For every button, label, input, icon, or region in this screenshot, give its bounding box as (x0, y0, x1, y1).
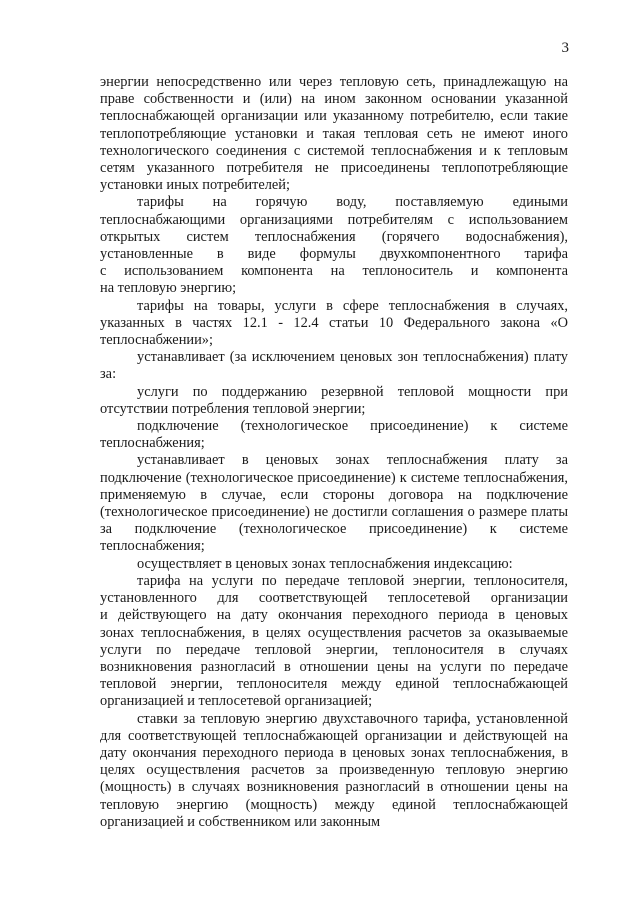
paragraph-continuation: энергии непосредственно или через тепловую сеть, принадлежащую на праве собственности и (или) на ином законном основании указанной теплоснабжающей организации или указанному потребителю, если такие теплопотребляющие установки и такая тепловая сеть не имеют иного технологического соединения с системой теплоснабжения и к тепловым сетям указанного потребителя не присоединены теплопотребляющие установки иных потребителей; (100, 74, 568, 194)
text-line: теплоснабжающими организациями потребителям с использованием (100, 211, 568, 228)
paragraph-sets-fee: устанавливает (за исключением ценовых зон теплоснабжения) плату за: (100, 349, 568, 383)
text-line: с использованием компонента на теплоноситель и компонента (100, 263, 568, 280)
paragraph-connection (100, 418, 568, 452)
paragraph-hot-water-tariffs (100, 194, 568, 297)
paragraph-goods-tariffs: тарифы на товары, услуги в сфере теплоснабжения в случаях, указанных в частях 12.1 - 12.4 статьи 10 Федерального закона «О теплоснабжении»; (100, 297, 568, 349)
text-line: и действующего на дату окончания переходного периода в ценовых (100, 607, 568, 624)
text-line: установленного для соответствующей теплосетевой организации (100, 590, 568, 607)
paragraph-transmission-tariff (100, 573, 568, 711)
paragraph-indexation: осуществляет в ценовых зонах теплоснабжения индексацию: (137, 555, 513, 572)
text-line: открытых систем теплоснабжения (горячего водоснабжения), (100, 228, 568, 245)
paragraph-two-rate-tariff: ставки за тепловую энергию двухставочного тарифа, установленной для соответствующей теплоснабжающей организации и действующей на дату окончания переходного периода в ценовых зонах теплоснабжения, в целях осуществления расчетов за произведенную тепловую энергию (мощность) в случаях возникновения разногласий в отношении цены на тепловую энергию (мощность) между единой теплоснабжающей организацией и собственником или законным (100, 710, 568, 830)
text-line: установленные в виде формулы двухкомпонентного тарифа (100, 246, 568, 263)
text-line: тарифа на услуги по передаче тепловой энергии, теплоносителя, (137, 572, 568, 589)
text-line: зонах теплоснабжения, в целях осуществления расчетов за оказываемые (100, 624, 568, 641)
page-number: 3 (561, 40, 569, 56)
text-line: возникновения разногласий в отношении цены на услуги по передаче (100, 658, 568, 675)
text-line: теплоснабжения; (100, 435, 205, 452)
text-line: на тепловую энергию; (100, 280, 237, 297)
paragraph-price-zones-fee: устанавливает в ценовых зонах теплоснабжения плату за подключение (технологическое присоединение) к системе теплоснабжения, применяемую в случае, если стороны договора на подключение (технологическое присоединение) не достигли соглашения о размере платы за подключение (технологическое присоединение) к системе теплоснабжения; (100, 452, 568, 555)
text-line: организацией и теплосетевой организацией; (100, 693, 373, 710)
text-line: тарифы на горячую воду, поставляемую едиными (137, 194, 568, 211)
text-line: тепловой энергии, теплоносителя между единой теплоснабжающей (100, 676, 568, 693)
document-body (100, 74, 568, 831)
paragraph-reserve-capacity: услуги по поддержанию резервной тепловой мощности при отсутствии потребления тепловой энергии; (100, 383, 568, 417)
text-line: услуги по передаче тепловой энергии, теплоносителя в случаях (100, 641, 568, 658)
text-line: подключение (технологическое присоединение) к системе (137, 418, 568, 435)
